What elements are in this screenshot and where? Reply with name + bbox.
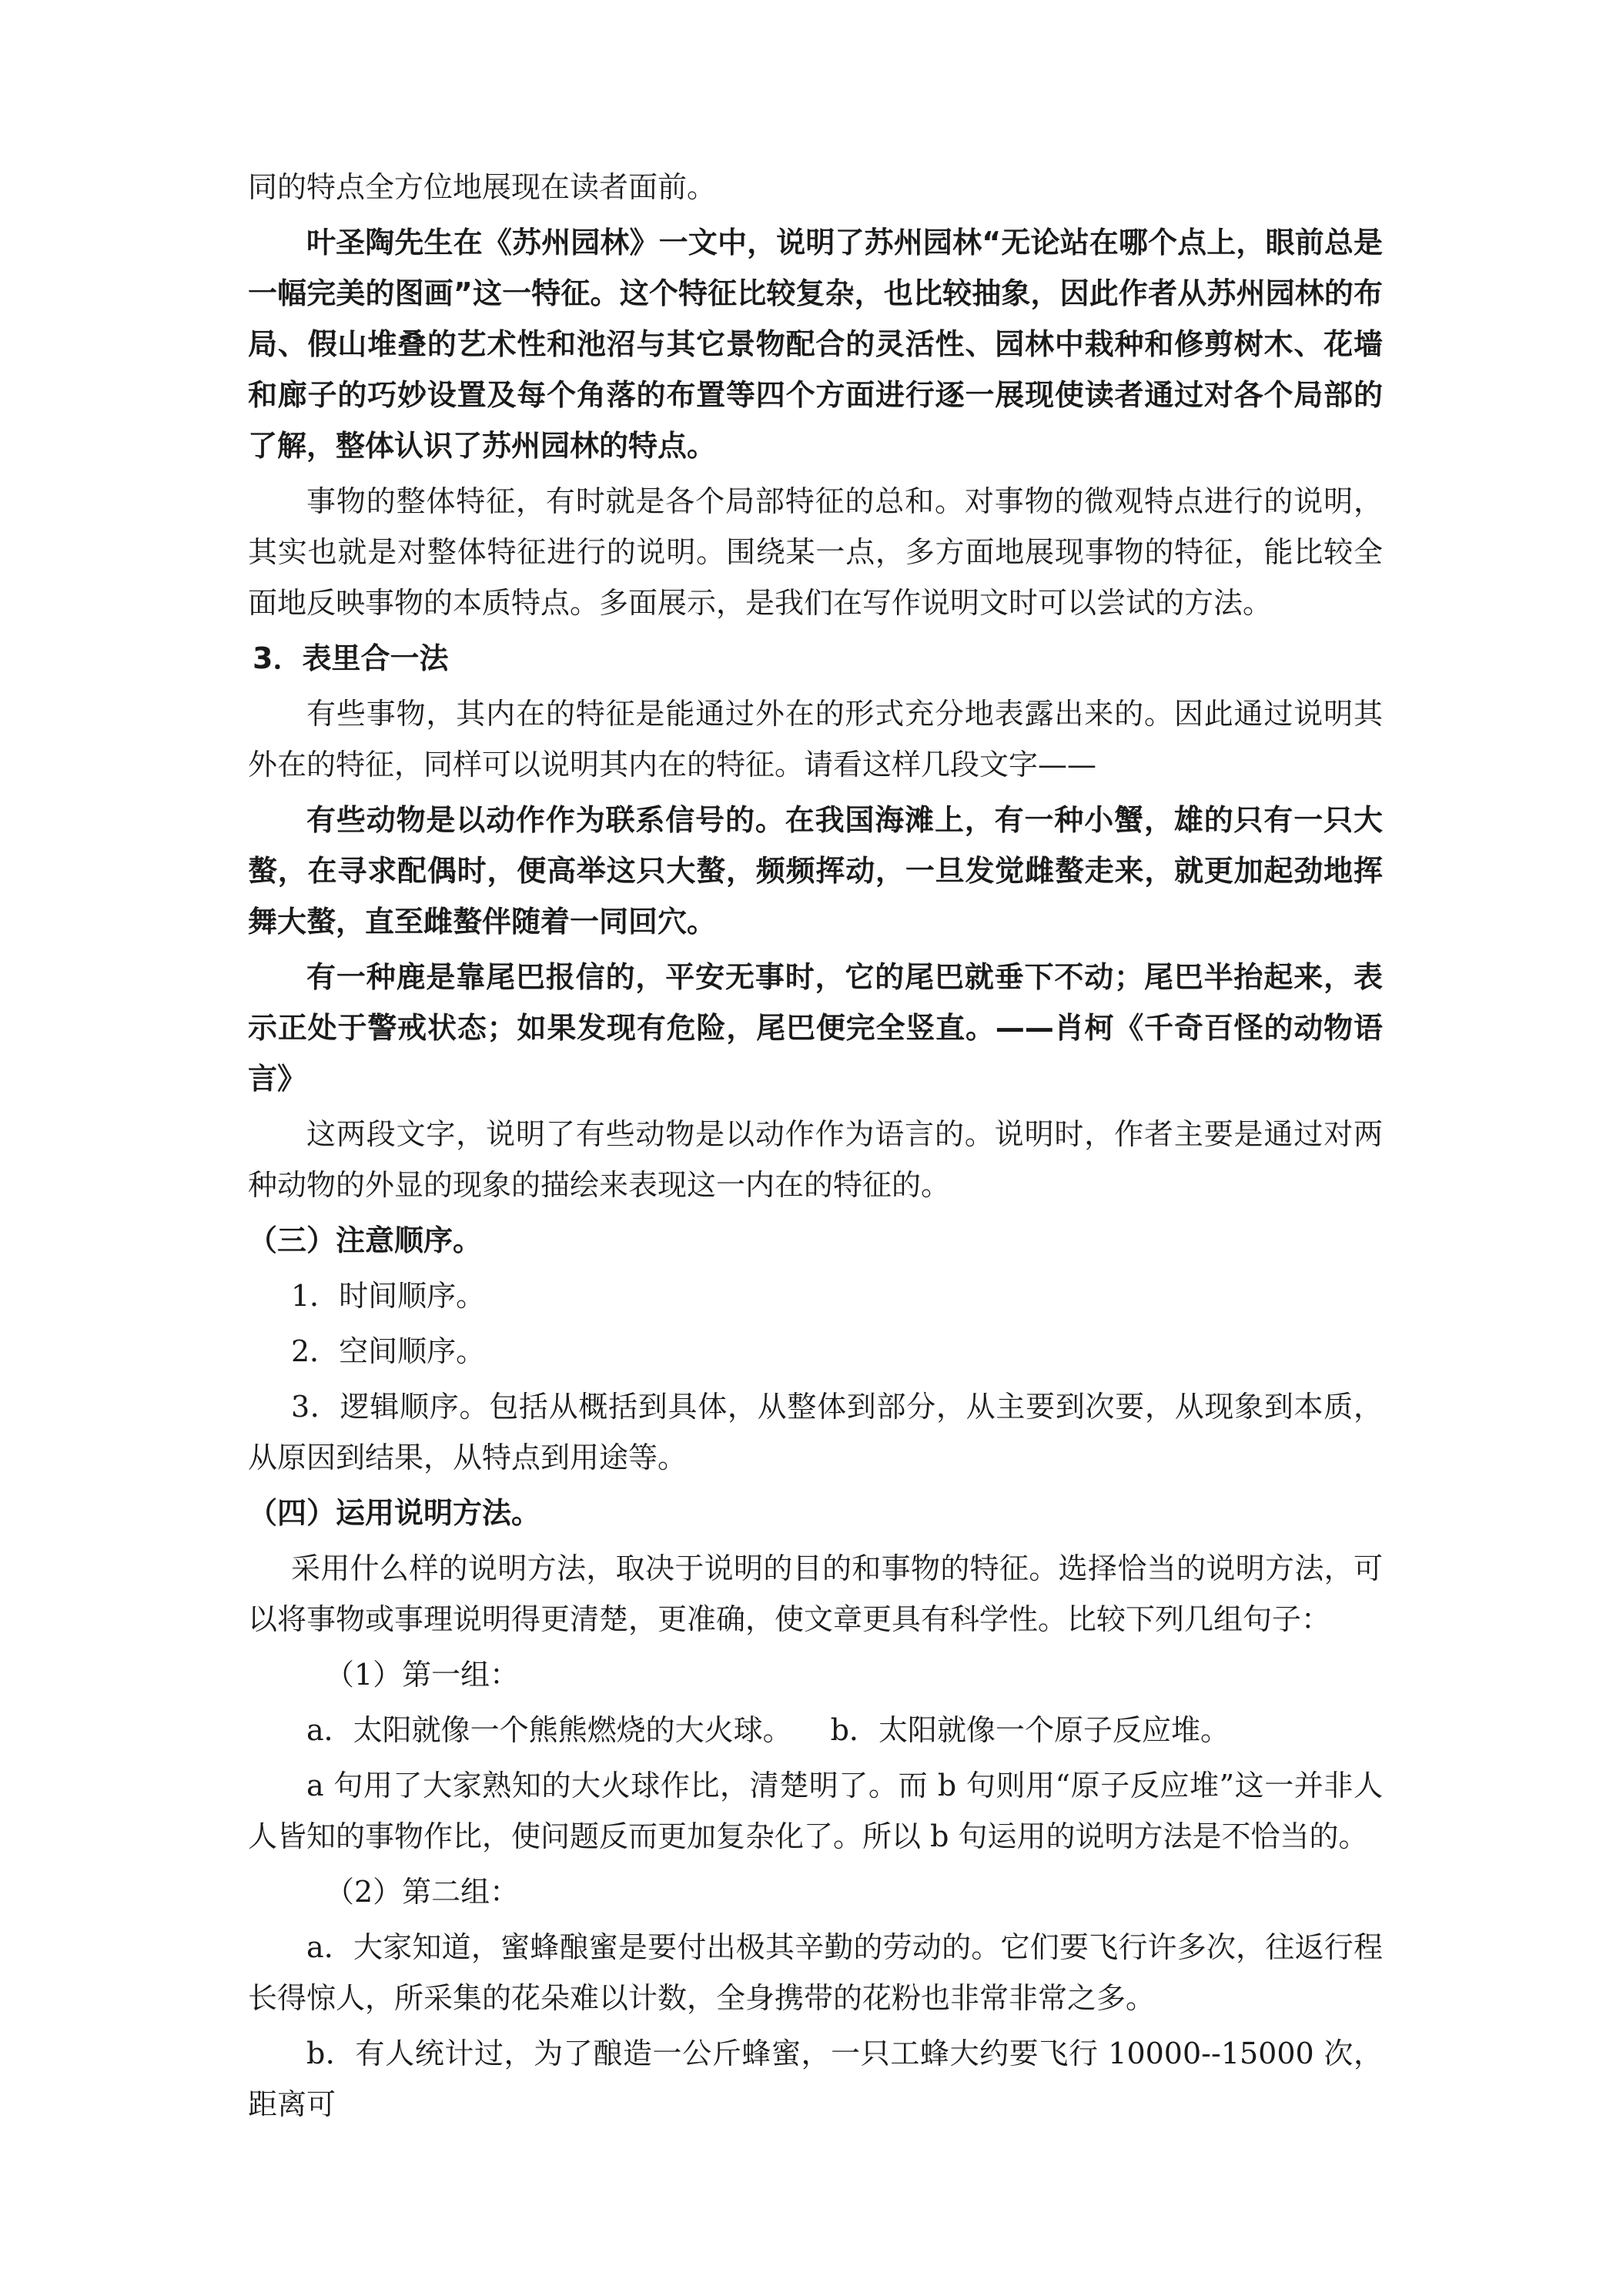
paragraph-bee-a: a．大家知道，蜜蜂酿蜜是要付出极其辛勤的劳动的。它们要飞行许多次，往返行程长得惊人，所采集的花朵难以计数，全身携带的花粉也非常非常之多。 xyxy=(248,1930,1383,2015)
group-label-first: （1）第一组： xyxy=(325,1658,520,1692)
sentence-a-sun: a．太阳就像一个熊熊燃烧的大火球。 xyxy=(306,1713,792,1747)
section-heading-order: （三）注意顺序。 xyxy=(248,1223,483,1257)
paragraph-suzhou-gardens-example: 叶圣陶先生在《苏州园林》一文中，说明了苏州园林“无论站在哪个点上，眼前总是一幅完美的图画”这一特征。这个特征比较复杂，也比较抽象，因此作者从苏州园林的布局、假山堆叠的艺术性和池沼与其它景物配合的灵活性、园林中栽种和修剪树木、花墙和廊子的巧妙设置及每个角落的布置等四个方面进行逐一展现使读者通过对各个局部的了解，整体认识了苏州园林的特点。 xyxy=(248,226,1383,463)
paragraph-deer-example: 有一种鹿是靠尾巴报信的，平安无事时，它的尾巴就垂下不动；尾巴半抬起来，表示正处于警戒状态；如果发现有危险，尾巴便完全竖直。——肖柯《千奇百怪的动物语言》 xyxy=(248,960,1383,1096)
section-heading-inside-outside: 3．表里合一法 xyxy=(253,641,449,675)
paragraph-overall-features: 事物的整体特征，有时就是各个局部特征的总和。对事物的微观特点进行的说明，其实也就是对整体特征进行的说明。围绕某一点，多方面地展现事物的特征，能比较全面地反映事物的本质特点。多面展示，是我们在写作说明文时可以尝试的方法。 xyxy=(248,484,1383,620)
paragraph-methods-intro: 采用什么样的说明方法，取决于说明的目的和事物的特征。选择恰当的说明方法，可以将事物或事理说明得更清楚，更准确，使文章更具有科学性。比较下列几组句子： xyxy=(248,1551,1383,1636)
paragraph-intrinsic-features: 有些事物，其内在的特征是能通过外在的形式充分地表露出来的。因此通过说明其外在的特征，同样可以说明其内在的特征。请看这样几段文字—— xyxy=(248,697,1383,782)
group-label-second: （2）第二组： xyxy=(325,1875,520,1909)
list-item-space-order: 2．空间顺序。 xyxy=(291,1334,486,1368)
paragraph-bee-b: b．有人统计过，为了酿造一公斤蜂蜜，一只工蜂大约要飞行 10000--15000 次，距离可 xyxy=(248,2037,1383,2121)
section-heading-methods: （四）运用说明方法。 xyxy=(248,1496,541,1530)
paragraph-sun-analysis: a 句用了大家熟知的大火球作比，清楚明了。而 b 句则用“原子反应堆”这一并非人人皆知的事物作比，使问题反而更加复杂化了。所以 b 句运用的说明方法是不恰当的。 xyxy=(248,1769,1383,1853)
list-item-time-order: 1．时间顺序。 xyxy=(291,1279,486,1313)
paragraph-continuation: 同的特点全方位地展现在读者面前。 xyxy=(248,170,717,204)
paragraph-crab-example: 有些动物是以动作作为联系信号的。在我国海滩上，有一种小蟹，雄的只有一只大螯，在寻求配偶时，便高举这只大螯，频频挥动，一旦发觉雌螯走来，就更加起劲地挥舞大螯，直至雌螯伴随着一同回穴。 xyxy=(248,803,1383,939)
paragraph-animal-language-summary: 这两段文字，说明了有些动物是以动作作为语言的。说明时，作者主要是通过对两种动物的外显的现象的描绘来表现这一内在的特征的。 xyxy=(248,1117,1383,1202)
sentence-b-sun: b．太阳就像一个原子反应堆。 xyxy=(830,1713,1230,1747)
paragraph-sun-comparison xyxy=(248,1705,1383,1755)
document-page xyxy=(248,162,1383,2134)
list-item-logic-order: 3．逻辑顺序。包括从概括到具体，从整体到部分，从主要到次要，从现象到本质，从原因到结果，从特点到用途等。 xyxy=(248,1390,1383,1474)
